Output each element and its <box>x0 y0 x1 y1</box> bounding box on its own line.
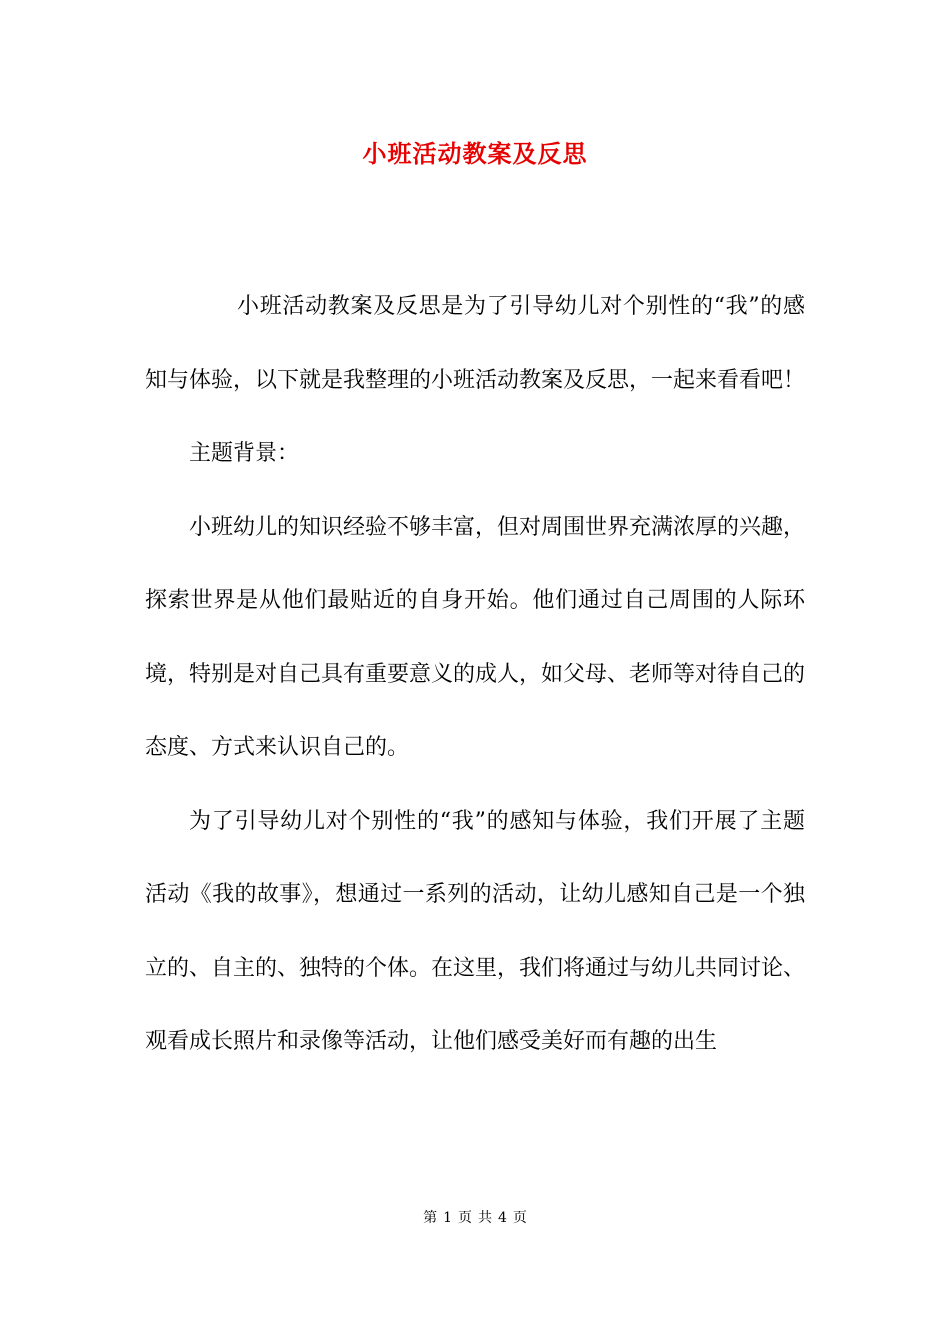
footer-prefix: 第 <box>423 1210 438 1226</box>
page-footer <box>0 1206 950 1230</box>
theme-paragraph: 为了引导幼儿对个别性的“我”的感知与体验，我们开展了主题活动《我的故事》，想通过一系列的活动，让幼儿感知自己是一个独立的、自主的、独特的个体。在这里，我们将通过与幼儿共同讨论、观看成长照片和录像等活动，让他们感受美好而有趣的出生 <box>145 808 806 1054</box>
footer-total-prefix: 共 <box>478 1210 492 1226</box>
document-title: 小班活动教案及反思 <box>362 139 588 168</box>
intro-paragraph: 小班活动教案及反思是为了引导幼儿对个别性的“我”的感知与体验，以下就是我整理的小班活动教案及反思，一起来看看吧！ <box>145 294 806 393</box>
document-body <box>145 270 805 1079</box>
footer-page-word: 页 <box>458 1210 472 1226</box>
footer-total-pages: 4 <box>498 1210 507 1226</box>
footer-suffix: 页 <box>512 1210 527 1226</box>
footer-current-page: 1 <box>443 1210 452 1226</box>
section-heading-background: 主题背景： <box>189 441 300 466</box>
background-paragraph: 小班幼儿的知识经验不够丰富，但对周围世界充满浓厚的兴趣，探索世界是从他们最贴近的自身开始。他们通过自己周围的人际环境，特别是对自己具有重要意义的成人，如父母、老师等对待自己的态度、方式来认识自己的。 <box>145 514 806 760</box>
